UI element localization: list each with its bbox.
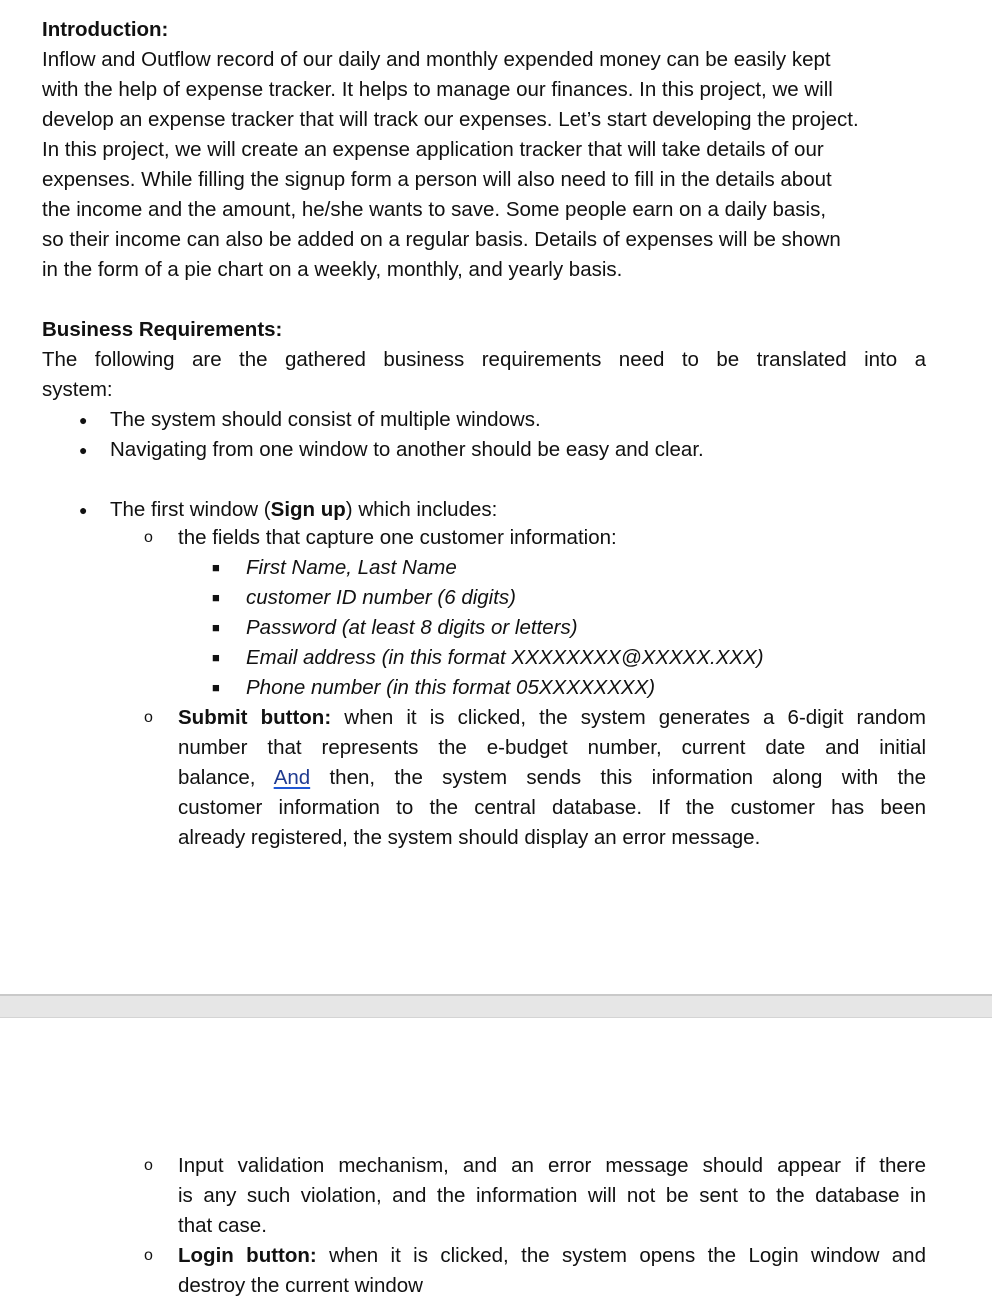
intro-line: In this project, we will create an expense application tracker that will take details of our <box>42 138 824 161</box>
submit-paragraph <box>178 703 926 853</box>
circle-marker: o <box>144 1247 153 1264</box>
intro-line: expenses. While filling the signup form a person will also need to fill in the details about <box>42 168 832 191</box>
square-marker: ■ <box>212 680 220 695</box>
business-intro-line: system: <box>42 378 113 401</box>
submit-line: already registered, the system should display an error message. <box>178 826 761 849</box>
square-marker: ■ <box>212 560 220 575</box>
business-intro <box>42 345 926 405</box>
page-break <box>0 994 992 1018</box>
submit-line: number that represents the e-budget number, current date and initial <box>178 736 926 759</box>
field-item: Email address (in this format XXXXXXXX@XXXXX.XXX) <box>246 646 764 669</box>
circle-marker: o <box>144 1157 153 1174</box>
bullet-item-first-window: The first window (Sign up) which includes: <box>110 498 498 521</box>
intro-line: so their income can also be added on a regular basis. Details of expenses will be shown <box>42 228 841 251</box>
bullet-marker: ● <box>79 412 88 428</box>
business-heading: Business Requirements: <box>42 318 283 341</box>
login-line: destroy the current window <box>178 1274 423 1297</box>
circle-marker: o <box>144 529 153 546</box>
validation-line: Input validation mechanism, and an error message should appear if there <box>178 1154 926 1177</box>
field-item: Phone number (in this format 05XXXXXXXX) <box>246 676 656 699</box>
validation-line: that case. <box>178 1214 267 1237</box>
validation-line: is any such violation, and the information will not be sent to the database in <box>178 1184 926 1207</box>
intro-line: in the form of a pie chart on a weekly, monthly, and yearly basis. <box>42 258 623 281</box>
bullet-item: The system should consist of multiple windows. <box>110 408 541 431</box>
login-paragraph <box>178 1241 926 1301</box>
intro-line: with the help of expense tracker. It helps to manage our finances. In this project, we will <box>42 78 833 101</box>
intro-paragraph <box>42 45 926 285</box>
field-item: customer ID number (6 digits) <box>246 586 517 609</box>
and-link[interactable]: And <box>273 766 311 789</box>
square-marker: ■ <box>212 620 220 635</box>
business-intro-line: The following are the gathered business requirements need to be translated into a <box>42 348 926 371</box>
square-marker: ■ <box>212 650 220 665</box>
intro-line: the income and the amount, he/she wants to save. Some people earn on a daily basis, <box>42 198 827 221</box>
login-line: Login button: when it is clicked, the system opens the Login window and <box>178 1244 926 1267</box>
submit-line: balance, And then, the system sends this information along with the <box>178 766 927 789</box>
bullet-marker: ● <box>79 442 88 458</box>
field-item: Password (at least 8 digits or letters) <box>246 616 578 639</box>
bullet-item: Navigating from one window to another should be easy and clear. <box>110 438 704 461</box>
intro-heading: Introduction: <box>42 18 169 41</box>
field-item: First Name, Last Name <box>246 556 457 579</box>
document-page-2 <box>0 1018 992 1312</box>
intro-line: Inflow and Outflow record of our daily and monthly expended money can be easily kept <box>42 48 831 71</box>
square-marker: ■ <box>212 590 220 605</box>
bullet-marker: ● <box>79 502 88 518</box>
fields-intro: the fields that capture one customer information: <box>178 526 617 549</box>
submit-line: customer information to the central database. If the customer has been <box>178 796 926 819</box>
validation-paragraph <box>178 1151 926 1241</box>
circle-marker: o <box>144 709 153 726</box>
submit-line: Submit button: when it is clicked, the system generates a 6-digit random <box>178 706 927 729</box>
intro-line: develop an expense tracker that will track our expenses. Let’s start developing the project. <box>42 108 859 131</box>
